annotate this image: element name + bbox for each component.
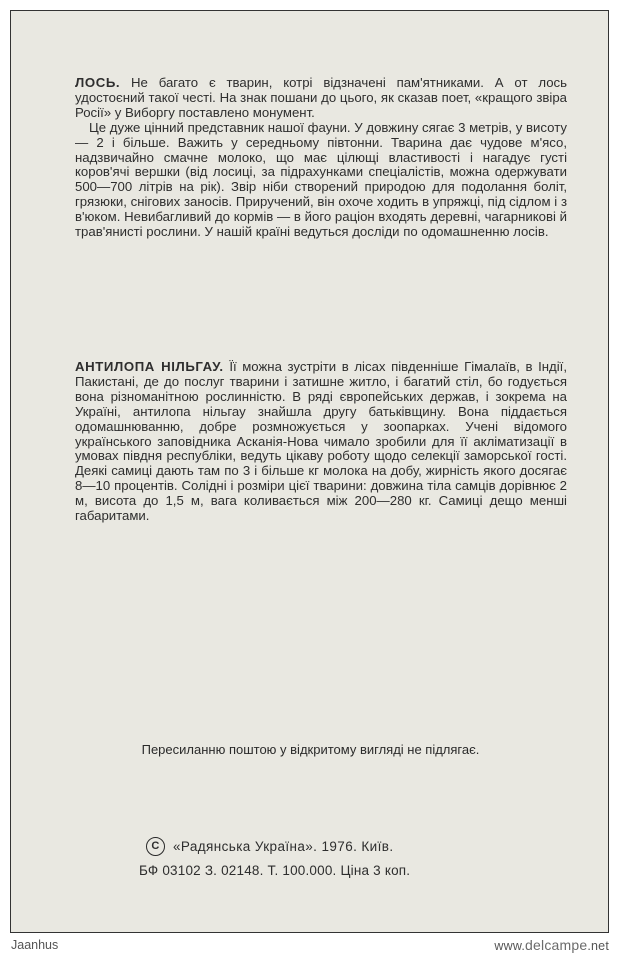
print-info: БФ 03102 З. 02148. Т. 100.000. Ціна 3 коп. xyxy=(139,863,411,878)
paragraph xyxy=(75,360,567,524)
postal-notice: Пересиланню поштою у відкритому вигляді не підлягає. xyxy=(141,742,480,757)
site-url xyxy=(494,937,609,953)
publisher-line xyxy=(146,837,394,856)
watermark-footer xyxy=(0,937,620,955)
section-heading: АНТИЛОПА НІЛЬГАУ. xyxy=(75,359,224,374)
site-url-prefix: www. xyxy=(494,939,526,953)
site-url-name: delcampe xyxy=(525,937,588,953)
paragraph: Це дуже цінний представник нашої фауни. У довжину сягає 3 метрів, у висоту — 2 і більше. Важить у середньому півтонни. Тварина дає чудове м'ясо, надзвичайно смачне молоко, що має цілющі властивості і нагадує густі коров'ячі вершки (від лосиці, за підрахунками спеціалістів, можна одержувати 500—700 літрів на рік). Звір ніби створений природою для подолання боліт, грязюки, снігових заносів. Приручений, він охоче ходить в упряжці, під сідлом і з в'юком. Невибагливий до кормів — в його раціон входять деревні, чагарникові й трав'янисті рослини. У нашій країні ведуться досліди по одомашненню лосів. xyxy=(75,119,567,240)
seller-name: Jaanhus xyxy=(11,938,59,952)
site-url-suffix: .net xyxy=(587,939,609,953)
publisher-text: «Радянська Україна». 1976. Київ. xyxy=(173,839,394,854)
paragraph xyxy=(75,76,567,121)
postcard-back xyxy=(10,10,609,933)
paragraph-text: Її можна зустріти в лісах південніше Гімалаїв, в Індії, Пакистані, де до послуг тварини і затишне житло, і багатий стіл, бо годується вона різноманітною рослинністю. В ряді європейських держав, і зокрема на Україні, антилопа нільгау знайшла другу батьківщину. Вона піддається одомашнюванню, добре розмножується у зоопарках. Учені відомого українського заповідника Асканія-Нова чимало зробили для її акліматизації в умовах півдня республіки, ведуть цікаву роботу щодо селекції заморської гості. Деякі самиці дають там по 3 і більше кг молока на добу, жирність якого досягає 8—10 процентів. Солідні і розміри цієї тварини: довжина тіла самців дорівнює 2 м, висота до 1,5 м, вага коливається між 200—280 кг. Самиці дещо менші габаритами. xyxy=(75,359,567,524)
section-heading: ЛОСЬ. xyxy=(75,75,121,90)
copyright-icon: C xyxy=(146,837,165,856)
paragraph-text: Не багато є тварин, котрі відзначені пам'ятниками. А от лось удостоєний такої честі. На знак пошани до цього, як сказав поет, «кращого звіра Росії» у Виборгу поставлено монумент. xyxy=(75,75,567,120)
section-nilgai xyxy=(75,360,567,524)
section-elk xyxy=(75,76,567,240)
